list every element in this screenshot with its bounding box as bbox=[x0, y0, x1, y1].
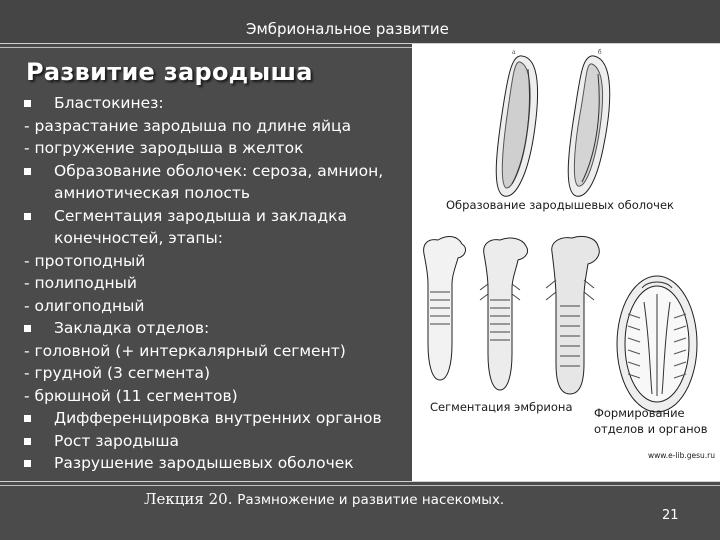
bullet-square-icon bbox=[24, 100, 31, 107]
caption-organs-line2: отделов и органов bbox=[594, 422, 708, 436]
header-bar bbox=[0, 0, 720, 44]
bullet-square-icon bbox=[24, 325, 31, 332]
svg-text:a: a bbox=[512, 49, 516, 56]
footer-divider-secondary bbox=[0, 485, 720, 486]
list-line-text: Закладка отделов: bbox=[54, 319, 210, 337]
slide-title: Развитие зародыша bbox=[26, 58, 313, 86]
footer-divider bbox=[0, 481, 720, 482]
list-line-text: - олигоподный bbox=[24, 296, 145, 315]
list-line bbox=[24, 182, 394, 205]
bullet-square-icon bbox=[24, 213, 31, 220]
list-line bbox=[24, 295, 394, 318]
footer-topic: Размножение и развитие насекомых. bbox=[237, 492, 505, 508]
bullet-item bbox=[24, 160, 394, 183]
egg-drawing-right bbox=[568, 56, 609, 196]
bullet-square-icon bbox=[24, 438, 31, 445]
bullet-item bbox=[24, 317, 394, 340]
list-line bbox=[24, 272, 394, 295]
footer-text bbox=[144, 490, 504, 508]
bullet-item bbox=[24, 92, 394, 115]
embryo-segment-2 bbox=[480, 238, 528, 390]
list-line bbox=[24, 115, 394, 138]
list-line bbox=[24, 385, 394, 408]
embryo-segment-1 bbox=[424, 237, 466, 380]
list-line bbox=[24, 362, 394, 385]
list-line-text: Образование оболочек: сероза, амнион, bbox=[54, 161, 384, 180]
embryo-organs bbox=[617, 276, 697, 412]
list-line-text: амниотическая полость bbox=[54, 184, 251, 202]
embryo-segment-3 bbox=[546, 236, 599, 394]
list-line-text: - головной (+ интеркалярный сегмент) bbox=[24, 341, 346, 360]
bullet-square-icon bbox=[24, 460, 31, 467]
egg-drawing-left bbox=[496, 56, 537, 196]
bullet-item bbox=[24, 430, 394, 453]
list-line-text: - брюшной (11 сегментов) bbox=[24, 386, 238, 405]
list-line-text: - погружение зародыша в желток bbox=[24, 139, 304, 157]
list-line-text: - грудной (3 сегмента) bbox=[24, 364, 210, 382]
list-line-text: Разрушение зародышевых оболочек bbox=[54, 454, 354, 472]
list-line-text: конечностей, этапы: bbox=[54, 229, 223, 247]
list-line-text: Сегментация зародыша и закладка bbox=[54, 206, 347, 225]
list-line-text: Рост зародыша bbox=[54, 431, 180, 450]
list-line-text: - разрастание зародыша по длине яйца bbox=[24, 116, 352, 135]
list-line bbox=[24, 250, 394, 273]
bullet-item bbox=[24, 407, 394, 430]
list-line bbox=[24, 137, 394, 160]
bullet-square-icon bbox=[24, 168, 31, 175]
page-number: 21 bbox=[662, 508, 679, 523]
list-line-text: Дифференцировка внутренних органов bbox=[54, 409, 382, 427]
bullet-square-icon bbox=[24, 415, 31, 422]
caption-organs-line1: Формирование bbox=[594, 406, 685, 420]
list-line-text: - полиподный bbox=[24, 274, 137, 292]
bullet-item bbox=[24, 205, 394, 228]
list-line-text: Бластокинез: bbox=[54, 94, 164, 112]
source-link: www.e-lib.gesu.ru bbox=[648, 451, 715, 460]
caption-organs bbox=[594, 405, 707, 437]
caption-segmentation: Сегментация эмбриона bbox=[430, 400, 573, 414]
bullet-list bbox=[24, 92, 394, 475]
list-line-text: - протоподный bbox=[24, 251, 146, 270]
header-title: Эмбриональное развитие bbox=[246, 20, 449, 38]
bullet-item bbox=[24, 452, 394, 475]
list-line bbox=[24, 227, 394, 250]
svg-text:б: б bbox=[598, 49, 602, 56]
embryo-figure bbox=[412, 44, 720, 481]
footer-lecture: Лекция 20. bbox=[144, 490, 233, 508]
caption-membranes: Образование зародышевых оболочек bbox=[446, 198, 675, 212]
list-line bbox=[24, 340, 394, 363]
